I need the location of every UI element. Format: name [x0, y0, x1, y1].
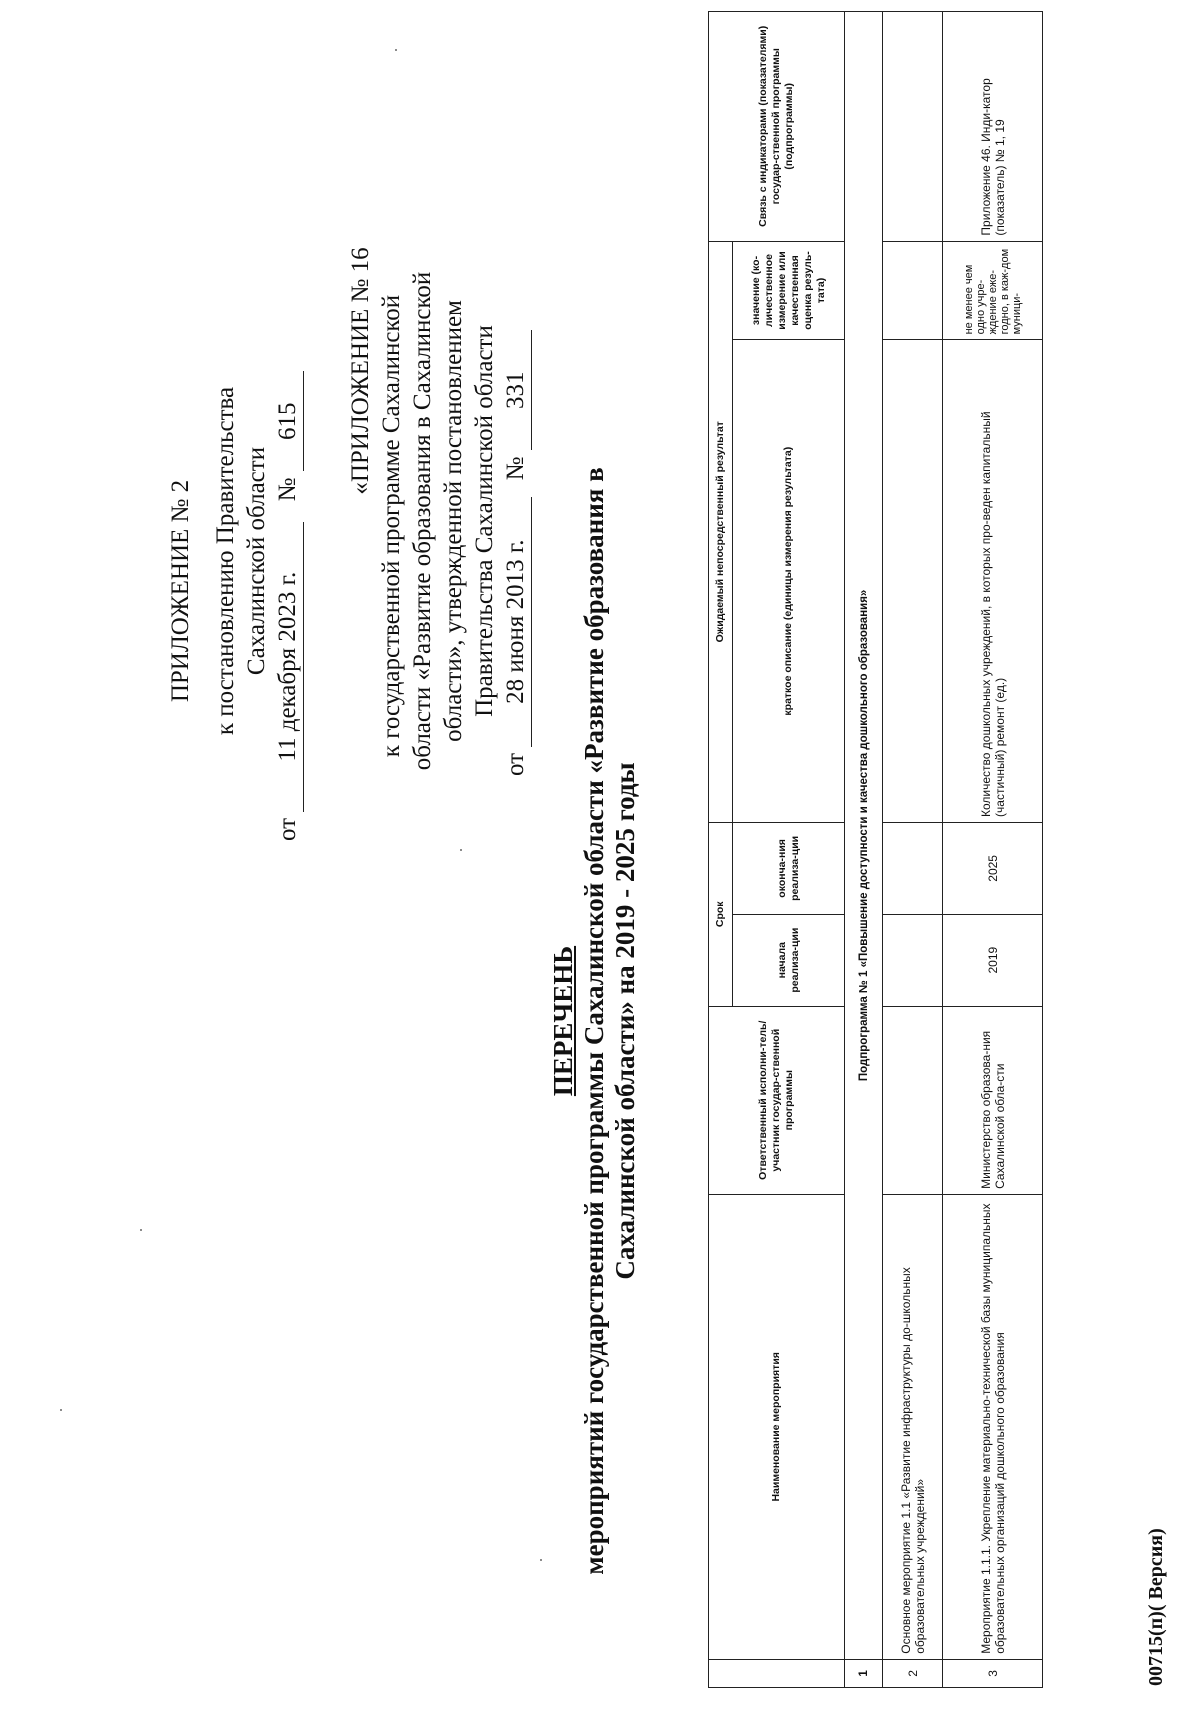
title-line1: мероприятий государственной программы Сахалинской области «Развитие образования в — [579, 467, 609, 1575]
row-name: Мероприятие 1.1.1. Укрепление материально-технической базы муниципальных образовательных организаций дошкольного образования — [943, 1194, 1043, 1659]
row-value — [883, 241, 943, 340]
col-num — [709, 1659, 845, 1687]
table-row — [943, 12, 1043, 1688]
annex2-from-label: от — [274, 817, 301, 841]
annex2-date: 11 декабря 2023 г. — [272, 522, 304, 812]
col-link-header: Связь с индикаторами (показателями) государ-ственной программы (подпрограммы) — [709, 12, 845, 242]
annex16-number: 331 — [500, 330, 532, 450]
row-end — [883, 822, 943, 914]
row-start: 2019 — [943, 914, 1043, 1006]
annex16-number-label: № — [502, 456, 529, 481]
annex16-date: 28 июня 2013 г. — [500, 497, 532, 747]
annex2-line2: Сахалинской области — [243, 446, 270, 676]
scan-speck — [140, 1229, 142, 1231]
scan-speck — [460, 849, 462, 851]
col-name-header: Наименование мероприятия — [709, 1194, 845, 1659]
row-link: Приложение 46. Инди-катор (показатель) № 1, 19 — [943, 12, 1043, 242]
annex2-block — [165, 281, 304, 841]
row-executor: Министерство образова-ния Сахалинской обла-сти — [943, 1006, 1043, 1194]
annex16-block — [345, 26, 532, 776]
row-name: Основное мероприятие 1.1 «Развитие инфраструктуры до-школьных образовательных учреждений» — [883, 1194, 943, 1659]
row-description: Количество дошкольных учреждений, в которых про-веден капитальный (частичный) ремонт (ед.) — [943, 340, 1043, 823]
annex16-from-label: от — [502, 752, 529, 776]
annex16-line3: области», утвержденной постановлением — [440, 300, 467, 742]
row-executor — [883, 1006, 943, 1194]
row-start — [883, 914, 943, 1006]
annex2-date-line — [272, 281, 304, 841]
footer-code: 00715(п)( Версия) — [1145, 1528, 1167, 1686]
row-value: не менее чем одно учре-ждение еже-годно, в каж-дом муници- — [943, 241, 1043, 340]
row-num: 1 — [845, 1659, 883, 1687]
scan-speck — [60, 1409, 62, 1411]
annex16-title: «ПРИЛОЖЕНИЕ № 16 — [347, 247, 374, 495]
col-start-header: начала реализа-ции — [733, 914, 845, 1006]
row-description — [883, 340, 943, 823]
row-link — [883, 12, 943, 242]
annex2-title: ПРИЛОЖЕНИЕ № 2 — [167, 479, 194, 703]
subprogram-title: Подпрограмма № 1 «Повышение доступности и качества дошкольного образования» — [845, 12, 883, 1660]
table-row — [883, 12, 943, 1688]
title-line2: Сахалинской области» на 2019 - 2025 годы — [610, 762, 640, 1280]
row-num: 2 — [883, 1659, 943, 1687]
annex2-number: 615 — [272, 371, 304, 471]
title-heading: ПЕРЕЧЕНЬ — [548, 945, 578, 1097]
row-num: 3 — [943, 1659, 1043, 1687]
col-end-header: оконча-ния реализа-ции — [733, 822, 845, 914]
scan-speck — [540, 1559, 542, 1561]
activities-table — [708, 11, 1043, 1688]
annex16-date-line — [500, 26, 532, 776]
row-end: 2025 — [943, 822, 1043, 914]
document-title — [548, 451, 641, 1591]
annex2-line1: к постановлению Правительства — [212, 386, 239, 736]
col-term-header: Срок — [709, 822, 733, 1006]
annex16-line2: области «Развитие образования в Сахалинской — [409, 271, 436, 771]
subprogram-row — [845, 12, 883, 1688]
col-value-header: значение (ко-личественное измерение или качественная оценка резуль-тата) — [733, 241, 845, 340]
col-executor-header: Ответственный исполни-тель/участник государ-ственной программы — [709, 1006, 845, 1194]
annex16-line4: Правительства Сахалинской области — [471, 325, 498, 717]
annex2-number-label: № — [274, 477, 301, 502]
annex16-line1: к государственной программе Сахалинской — [378, 294, 405, 758]
scan-speck — [395, 49, 397, 51]
col-description-header: краткое описание (единицы измерения результата) — [733, 340, 845, 823]
col-result-header: Ожидаемый непосредственный результат — [709, 241, 733, 822]
